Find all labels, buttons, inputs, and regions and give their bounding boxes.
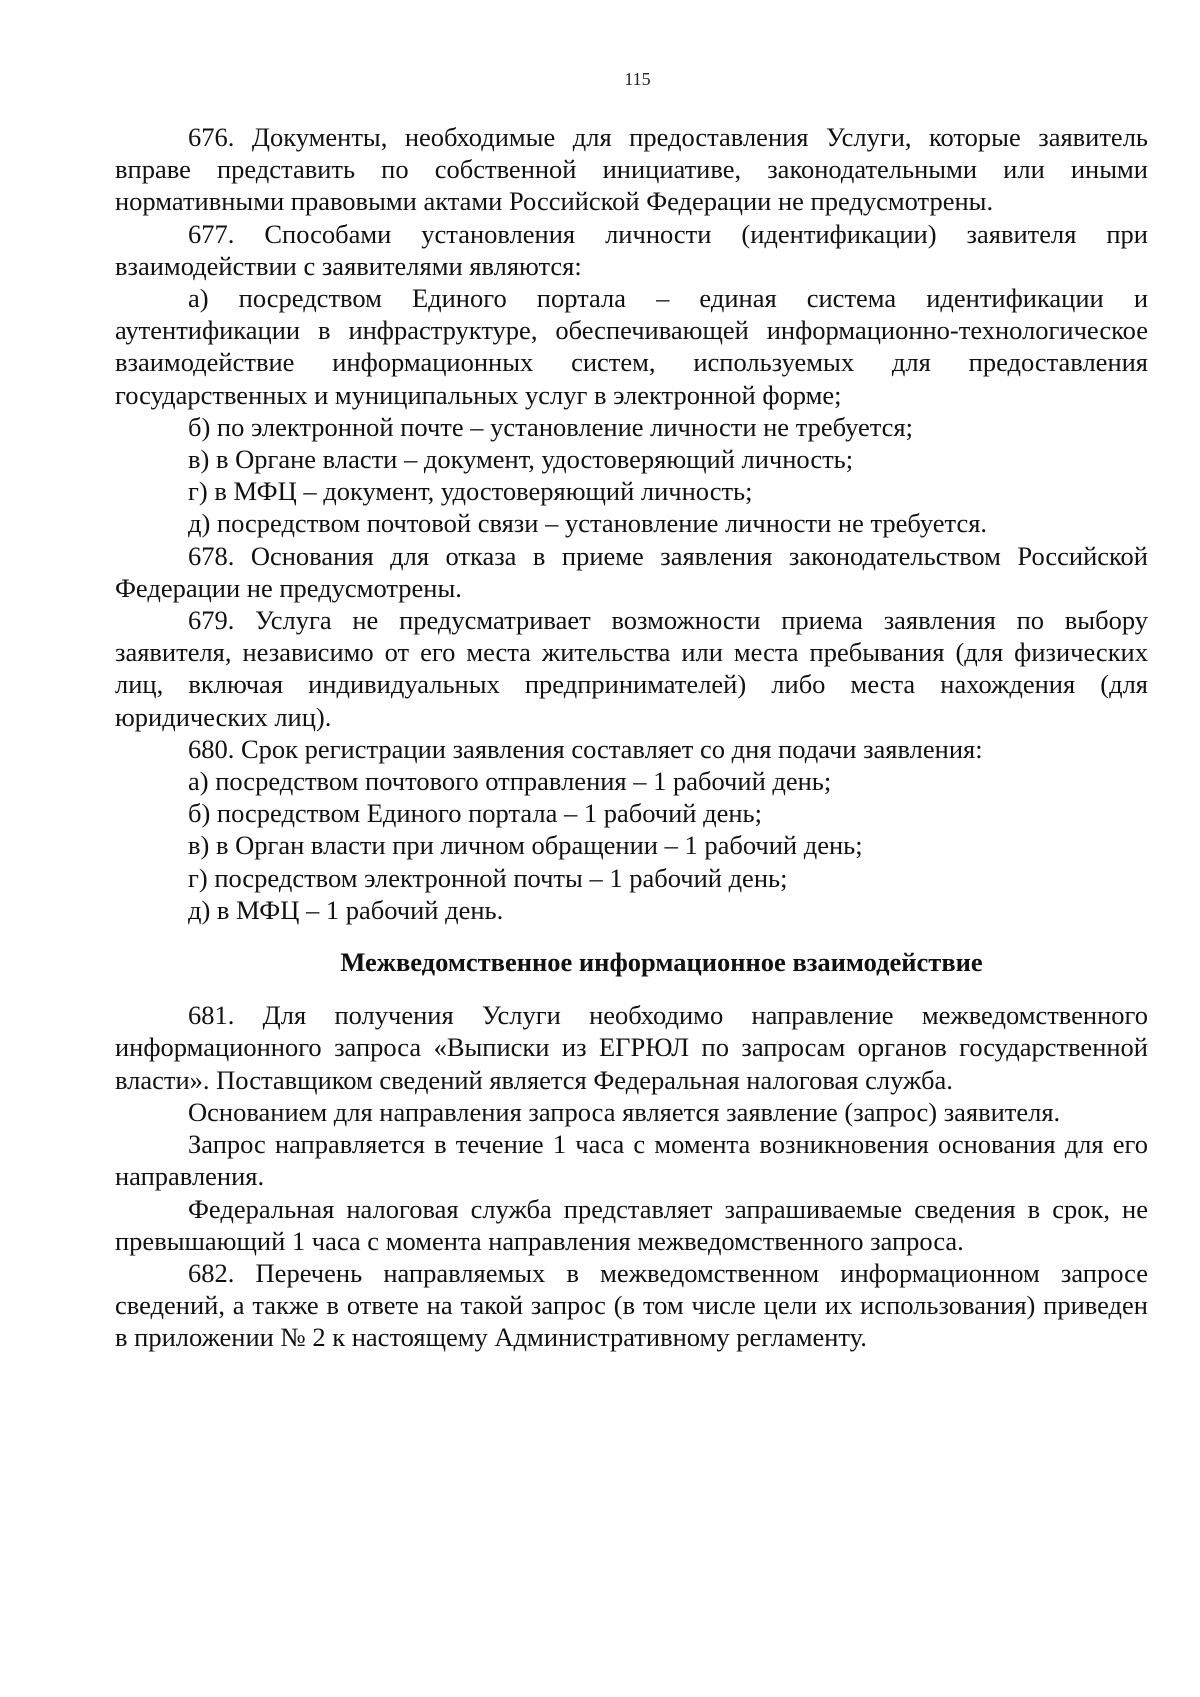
section-heading: Межведомственное информационное взаимодействие xyxy=(340,947,983,978)
list-item-680-b: б) посредством Единого портала – 1 рабочий день; xyxy=(188,798,762,829)
paragraph-681-response: Федеральная налоговая служба представляет запрашиваемые сведения в срок, не превышающий 1 часа с момента направления межведомственного запроса. xyxy=(115,1193,1148,1256)
list-item-680-a: а) посредством почтового отправления – 1 рабочий день; xyxy=(188,766,832,797)
list-item-677-g: г) в МФЦ – документ, удостоверяющий личность; xyxy=(188,476,753,507)
list-item-677-b: б) по электронной почте – установление личности не требуется; xyxy=(188,411,913,442)
list-item-677-v: в) в Органе власти – документ, удостоверяющий личность; xyxy=(188,444,854,475)
paragraph-681: 681. Для получения Услуги необходимо направление межведомственного информационного запроса «Выписки из ЕГРЮЛ по запросам органов государственной власти». Поставщиком сведений является Федеральная налоговая служба. xyxy=(115,1000,1148,1095)
paragraph-676: 676. Документы, необходимые для предоставления Услуги, которые заявитель вправе представить по собственной инициативе, законодательными или иными нормативными правовыми актами Российской Федерации не предусмотрены. xyxy=(115,122,1148,217)
paragraph-682: 682. Перечень направляемых в межведомственном информационном запросе сведений, а также в ответе на такой запрос (в том числе цели их использования) приведен в приложении № 2 к настоящему Административному регламенту. xyxy=(115,1257,1148,1353)
paragraph-679: 679. Услуга не предусматривает возможности приема заявления по выбору заявителя, независимо от его места жительства или места пребывания (для физических лиц, включая индивидуальных предпринимателей) либо места нахождения (для юридических лиц). xyxy=(115,605,1148,732)
paragraph-680: 680. Срок регистрации заявления составляет со дня подачи заявления: xyxy=(188,733,983,764)
list-item-680-g: г) посредством электронной почты – 1 рабочий день; xyxy=(188,862,788,893)
paragraph-677: 677. Способами установления личности (идентификации) заявителя при взаимодействии с заявителями являются: xyxy=(115,218,1148,281)
list-item-680-d: д) в МФЦ – 1 рабочий день. xyxy=(188,894,504,925)
list-item-680-v: в) в Орган власти при личном обращении – 1 рабочий день; xyxy=(188,830,863,861)
list-item-677-d: д) посредством почтовой связи – установление личности не требуется. xyxy=(188,508,988,539)
page-number: 115 xyxy=(624,69,651,89)
paragraph-681-basis: Основанием для направления запроса является заявление (запрос) заявителя. xyxy=(188,1096,1061,1127)
paragraph-678: 678. Основания для отказа в приеме заявления законодательством Российской Федерации не предусмотрены. xyxy=(115,540,1148,603)
document-body xyxy=(115,121,1148,1354)
list-item-677-a: а) посредством Единого портала – единая система идентификации и аутентификации в инфраструктуре, обеспечивающей информационно-технологическое взаимодействие информационных систем, используемых для предоставления государственных и муниципальных услуг в электронной форме; xyxy=(115,283,1148,410)
paragraph-681-timing: Запрос направляется в течение 1 часа с момента возникновения основания для его направления. xyxy=(115,1129,1148,1192)
